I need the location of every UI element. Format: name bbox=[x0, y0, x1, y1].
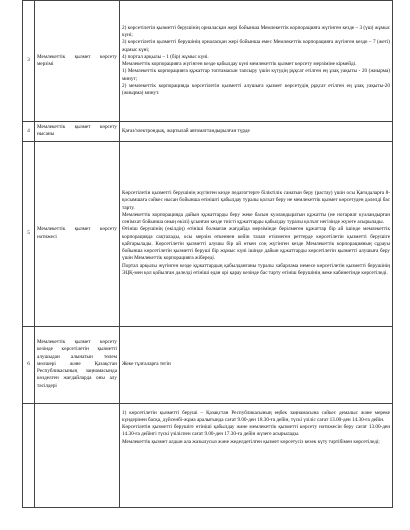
content-paragraph: Жеке тұлғаларға тегін bbox=[122, 360, 171, 367]
content-paragraph: 2) көрсетілетін қызметті берушінің орналасқан жері бойынша Мемлекеттік корпорацияға жүгінген кезде – 3 (үш) жұмыс күні; bbox=[122, 24, 390, 38]
row-title bbox=[35, 141, 120, 326]
content-paragraph: Мемлекеттік корпорацияда дайын құжаттарды беру жеке басын куәландыратын құжатты (не нотариат куәландырған сенімхат бойынша оның өкілі) ұсынған кезде тиісті құжаттарды қабылдау туралы қолхат негізінде жүзеге асырылады. bbox=[122, 211, 390, 225]
content-paragraph: Мемлекеттік корпорацияға жүгінген кезде қабылдау күні мемлекеттік қызмет көрсету мерзіміне кірмейді. bbox=[122, 61, 357, 67]
table-row bbox=[23, 326, 393, 403]
row-number bbox=[23, 403, 35, 507]
content-paragraph: 2) мемлекеттік корпорацияда көрсетілетін қызметті алушыға қызмет көрсетудің рұқсат етілген ең ұзақ уақыты-20 (жиырма) минут. bbox=[122, 82, 390, 96]
row-title-text: Мемлекеттік қызмет көрсету нысаны bbox=[37, 124, 117, 138]
content-paragraph: Өтініш берушінің (өкілдің) өтініші болмаған жағдайда мерзімінде берілмеген құжаттар бір ай ішінде мемлекеттік корпорацияда сақталады, осы мерзім өткеннен кейін талап етілмеген реттерде көрсетілетін қызметті берушіге қайтарылады. Көрсетілетін қызметті алушы бір ай өткен соң жүгінген кезде Мемлекеттік корпорацияның сұрауы бойынша көрсетілетін қызметті беруші бір жұмыс күні ішінде дайын құжаттарды көрсетілетін қызметті алушыға беру үшін Мемлекеттік корпорацияға жібереді. bbox=[122, 226, 390, 262]
content-paragraph: Көрсетілетін қызметті берушіге өтініші қабылдау және мемлекеттік қызметті көрсету нәтижесін беру сағат 13.00-ден 14.30-ға дейінгі түскі үзіліспен сағат 9.00-ден 17.30-ға дейін жүзеге асырылады. bbox=[122, 424, 390, 438]
row-title-text: Мемлекеттік қызмет көрсету мерзімі bbox=[37, 53, 117, 67]
content-paragraph: Портал арқылы жүгінген кезде құжаттардың қабылданғаны туралы хабарлама немесе көрсетілетін қызметті берушінің ЭЦҚ-мен қол қойылған дәлелді өтініші едан орі қарау кезінде бас тарту өтініш берушінің жеке кабинетінде көрсетіледі. bbox=[122, 262, 390, 276]
table-row bbox=[23, 1, 393, 122]
row-number: 4 bbox=[23, 122, 35, 142]
table-row bbox=[23, 403, 393, 507]
row-number: 5 bbox=[23, 141, 35, 326]
row-title-text: Мемлекеттік қызмет көрсету кезінде көрсетілетін қызметті алушыдан алынатын төлем мөлшері және Қазақстан Республикасының заңнамасында көзделген жағдайларда оны алу тәсілдері bbox=[37, 339, 117, 389]
row-content bbox=[120, 1, 393, 122]
row-number: 3 bbox=[23, 1, 35, 122]
row-title-text: Мемлекеттік қызмет көрсету нәтижесі bbox=[37, 226, 117, 240]
row-content bbox=[120, 326, 393, 403]
content-paragraph: 4) портал арқылы – 1 (бір) жұмыс күні. bbox=[122, 53, 209, 60]
row-content bbox=[120, 141, 393, 326]
content-paragraph: 1) Мемлекеттік корпорацияға құжаттар топтамасын тапсыру үшін күтудің рұқсат етілген ең ұзақ уақыты - 20 (жиырма) минут; bbox=[122, 68, 390, 82]
content-paragraph: 3) көрсетілетін қызметті берушінің орналасқан жері бойынша емес Мемлекеттік корпорацияға жүгінген кезде – 7 (жеті) жұмыс күні; bbox=[122, 39, 390, 53]
row-title bbox=[35, 122, 120, 142]
service-standard-table bbox=[22, 0, 393, 508]
content-paragraph: Көрсетілетін қызметті берушінің жүгінген кезде педагогтерге біліктілік санатын беру (растау) үшін осы Қағидаларға 8-қосымшаға сәйкес нысан бойынша өтінішті қабылдау туралы қолхат беру не мемлекеттік қызмет көрсетуден дәлелді бас тарту. bbox=[122, 190, 390, 211]
content-paragraph: Қағаз/электрондық, жартылай автоматтандырылған түрде bbox=[122, 127, 250, 134]
row-content bbox=[120, 122, 393, 142]
row-number: 6 bbox=[23, 326, 35, 403]
content-paragraph: 1) көрсетілетін қызметті беруші – Қазақстан Республикасының еңбек заңнамасына сәйкес демалыс және мереке күндерінен басқа, дүйсенбі-жұма аралығында сағат 9.00-ден 18.30-ға дейін, түскі үзіліс сағат 13.00-ден 14.30-ға дейін. bbox=[122, 409, 390, 423]
row-title bbox=[35, 403, 120, 507]
content-paragraph: Мемлекеттік қызмет алдын ала жазылусыз және жеделдетілген қызмет көрсетусіз кезек күту тәртібімен көрсетіледі; bbox=[122, 438, 380, 445]
table-row bbox=[23, 122, 393, 142]
row-content bbox=[120, 403, 393, 507]
table-row bbox=[23, 141, 393, 326]
row-title bbox=[35, 326, 120, 403]
row-title bbox=[35, 1, 120, 122]
